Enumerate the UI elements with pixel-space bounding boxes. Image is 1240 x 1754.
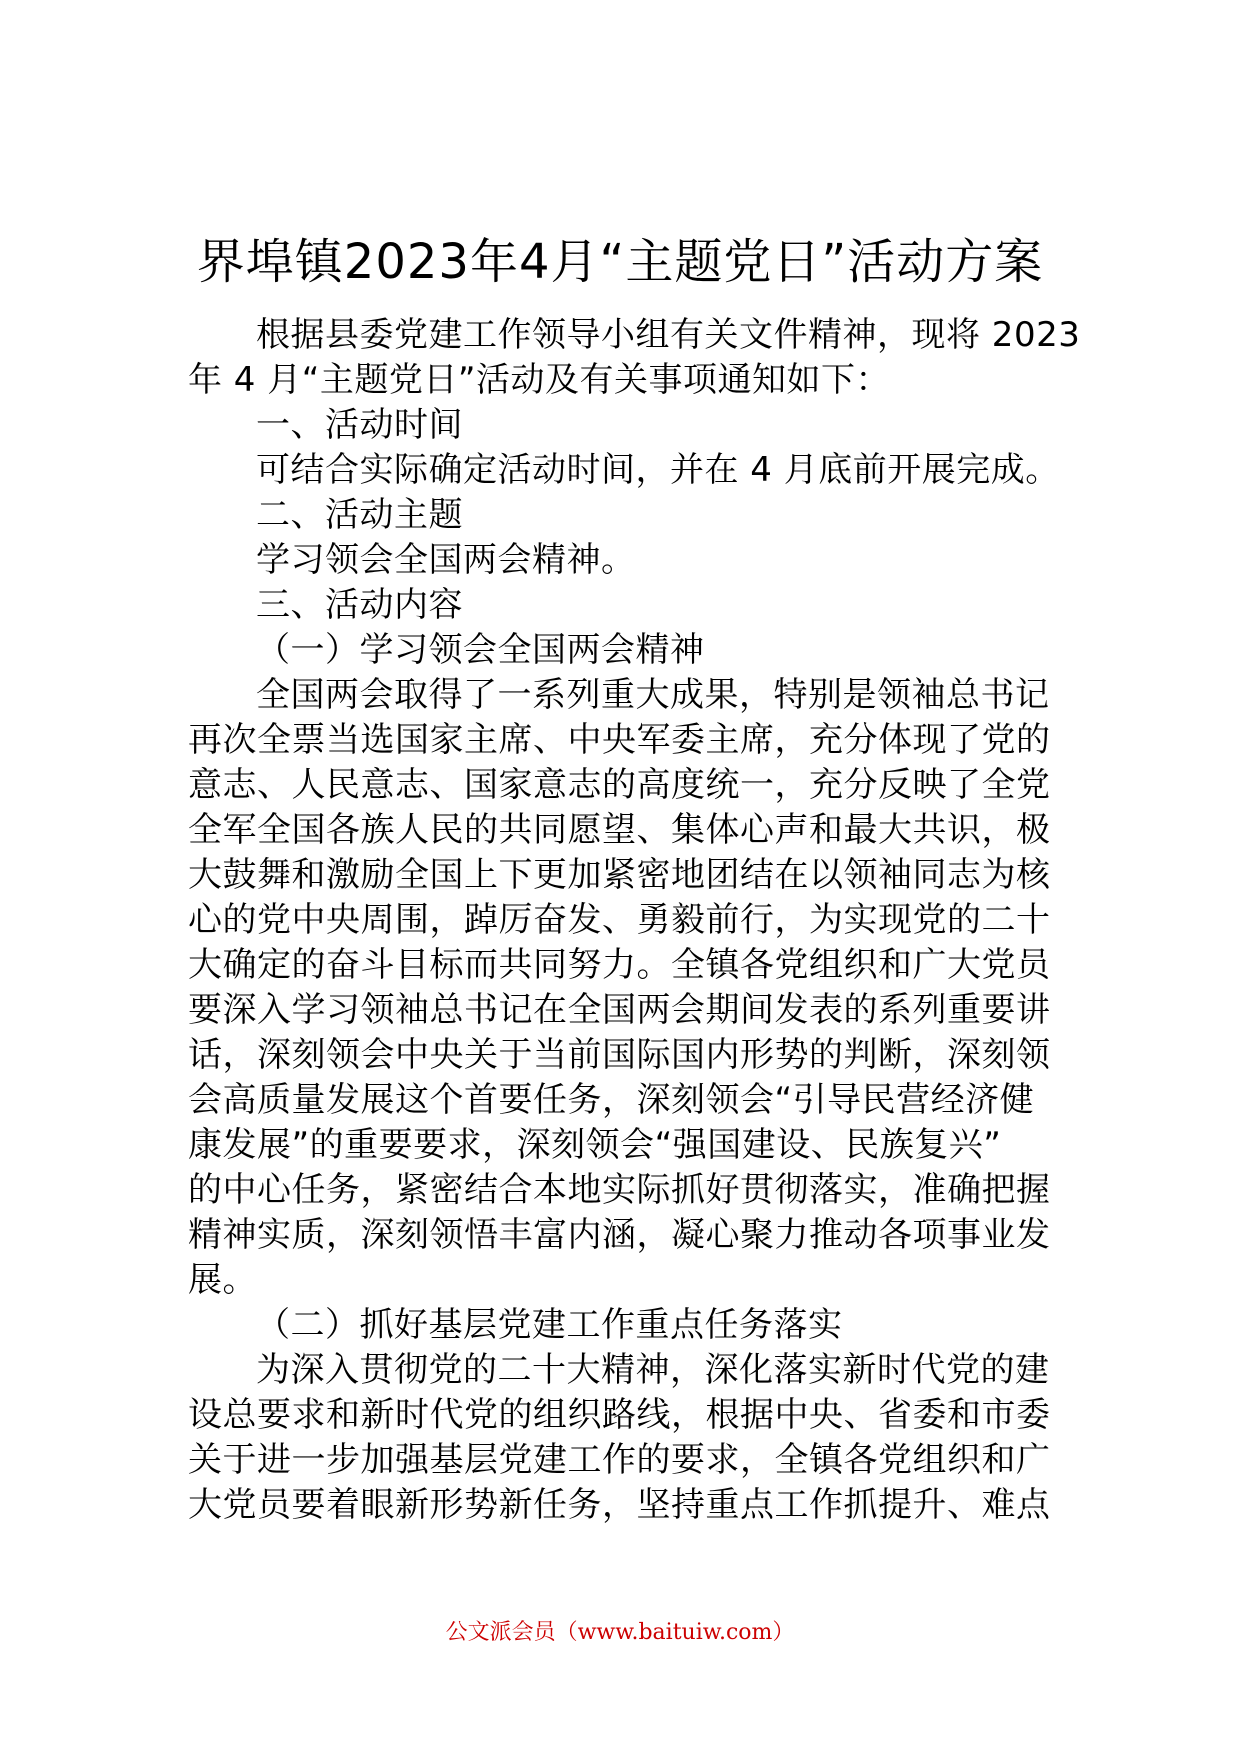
body-line: 康发展”的重要要求，深刻领会“强国建设、民族复兴” [188, 1125, 1002, 1165]
footer-watermark: 公文派会员（www.baituiw.com） [445, 1620, 795, 1645]
body-line: 会高质量发展这个首要任务，深刻领会“引导民营经济健 [188, 1080, 1035, 1120]
body-line: 要深入学习领袖总书记在全国两会期间发表的系列重要讲 [188, 990, 1051, 1030]
body-line: 学习领会全国两会精神。 [256, 540, 636, 580]
section-heading: 三、活动内容 [256, 585, 463, 625]
body-line: 大确定的奋斗目标而共同努力。全镇各党组织和广大党员 [188, 945, 1051, 985]
body-line: 的中心任务，紧密结合本地实际抓好贯彻落实，准确把握 [188, 1170, 1051, 1210]
body-line: 为深入贯彻党的二十大精神，深化落实新时代党的建 [256, 1350, 1050, 1390]
body-line: 大鼓舞和激励全国上下更加紧密地团结在以领袖同志为核 [188, 855, 1051, 895]
document-title: 界埠镇2023年4月“主题党日”活动方案 [196, 234, 1044, 290]
body-line: 再次全票当选国家主席、中央军委主席，充分体现了党的 [188, 720, 1051, 760]
body-line: 大党员要着眼新形势新任务，坚持重点工作抓提升、难点 [188, 1485, 1051, 1525]
body-line: 设总要求和新时代党的组织路线，根据中央、省委和市委 [188, 1395, 1051, 1435]
body-line: 可结合实际确定活动时间，并在 4 月底前开展完成。 [256, 450, 1060, 490]
subsection-heading: （一）学习领会全国两会精神 [256, 630, 705, 670]
body-line: 年 4 月“主题党日”活动及有关事项通知如下： [188, 360, 890, 400]
body-line: 精神实质，深刻领悟丰富内涵，凝心聚力推动各项事业发 [188, 1215, 1051, 1255]
section-heading: 二、活动主题 [256, 495, 463, 535]
body-line: 心的党中央周围，踔厉奋发、勇毅前行，为实现党的二十 [188, 900, 1051, 940]
body-line: 意志、人民意志、国家意志的高度统一，充分反映了全党 [188, 765, 1051, 805]
body-line: 关于进一步加强基层党建工作的要求，全镇各党组织和广 [188, 1440, 1051, 1480]
subsection-heading: （二）抓好基层党建工作重点任务落实 [256, 1305, 843, 1345]
body-line: 全国两会取得了一系列重大成果，特别是领袖总书记 [256, 675, 1050, 715]
body-line: 展。 [188, 1260, 257, 1300]
body-line: 话，深刻领会中央关于当前国际国内形势的判断，深刻领 [188, 1035, 1051, 1075]
body-line: 根据县委党建工作领导小组有关文件精神，现将 2023 [256, 315, 1081, 355]
section-heading: 一、活动时间 [256, 405, 463, 445]
body-line: 全军全国各族人民的共同愿望、集体心声和最大共识，极 [188, 810, 1051, 850]
